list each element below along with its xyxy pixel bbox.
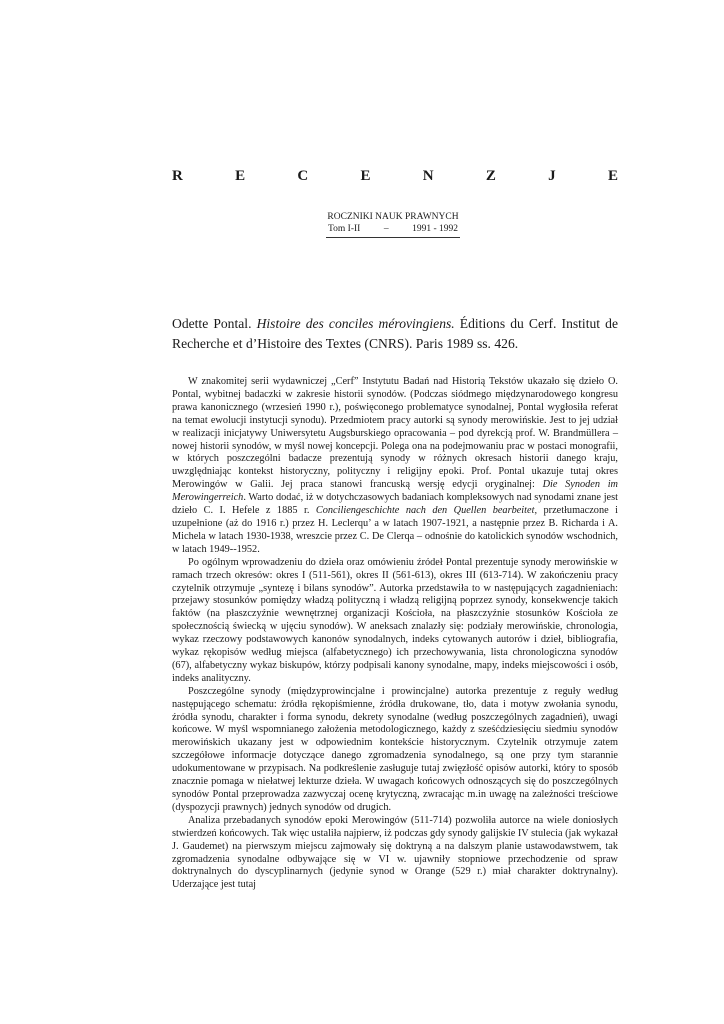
- journal-dash: –: [383, 224, 389, 234]
- heading-letter: E: [235, 168, 246, 184]
- journal-volume-line: [326, 223, 460, 238]
- section-heading: [172, 168, 618, 185]
- paragraph-3: Poszczególne synody (międzyprowincjalne i prowincjalne) autorka prezentuje z reguły według następującego schematu: źródła rękopiśmienne, źródła drukowane, tło, data i motyw zwołania synodu, źródła synodu, charakter i forma synodu, dekrety synodalne (według poszczególnych zagadnień), uwagi końcowe. W myśl wspomnianego założenia metodologicznego, każdy z sześćdziesięciu siedmiu synodów merowińskich ukazany jest w odpowiednim kontekście historycznym. Czytelnik otrzymuje zatem szczegółowe informacje dotyczące danego zgromadzenia synodalnego, są one przy tym starannie udokumentowane w przypisach. Na podkreślenie zasługuje tutaj zwięzłość opisów autorki, który to sposób znacznie pomaga w niełatwej lekturze dzieła. W uwagach końcowych odnoszących się do poszczególnych synodów Pontal przeprowadza zazwyczaj ocenę krytyczną, zwracając m.in uwagę na zależności treściowe (dyspozycji prawnych) jednych synodów od drugich.: [172, 685, 618, 813]
- journal-years: 1991 - 1992: [412, 224, 458, 234]
- journal-volume: Tom I-II: [328, 224, 361, 234]
- citation-publisher: Éditions du Cerf. Institut de Recherche et d’Histoire des Textes (CNRS). Paris 1989 ss. 426.: [172, 316, 618, 351]
- heading-letter: R: [172, 168, 183, 184]
- journal-header: [326, 211, 460, 238]
- paragraph-2: Po ogólnym wprowadzeniu do dzieła oraz omówieniu źródeł Pontal prezentuje synody merowińskie w ramach trzech okresów: okres I (511-561), okres II (561-613), okres III (613-714). W zakończeniu pracy czytelnik otrzymuje „syntezę i bilans synodów”. Autorka przedstawiła to w następujących zagadnieniach: przejawy stosunków pomiędzy władzą polityczną i władzą religijną poprzez synody, konsekwencje takich faktów (na płaszczyźnie wewnętrznej organizacji Kościoła, na płaszczyźnie stosunków Kościoła ze społecznością świecką w ujęciu synodów). W aneksach znalazły się: podziały merowińskie, chronologia, wykaz rzeczowy podstawowych kanonów synodalnych, indeks cytowanych autorów i dzieł, bibliografia, wykaz rękopisów według miejsca (alfabetycznego) ich przechowywania, lista chronologiczna synodów (67), alfabetyczny wykaz biskupów, którzy podpisali kanony synodalne, mapy, indeks miejscowości i osób, indeks analityczny.: [172, 556, 618, 684]
- citation-title: Histoire des conciles mérovingiens.: [256, 316, 455, 331]
- paragraph-1-part-c: przetłumaczone i uzupełnione (aż do 1916 r.) przez H. Leclerqu’ a w latach 1907-1921, a następnie przez B. Richarda i A. Michela w latach 1930-1938, wreszcie przez C. De Clerqa – odnośnie do katolickich synodów wschodnich, w latach 1949--1952.: [172, 505, 618, 555]
- citation-author: Odette Pontal.: [172, 316, 252, 331]
- heading-letter: N: [422, 168, 434, 184]
- journal-name: ROCZNIKI NAUK PRAWNYCH: [327, 212, 459, 222]
- paragraph-1-part-b: . Warto dodać, iż w dotychczasowych badaniach kompleksowych nad synodami znane jest dzieło C. I. Hefele z 1885 r.: [172, 492, 618, 517]
- paragraph-1-italic-title-2: Conciliengeschichte nach den Quellen bearbeitet,: [315, 505, 538, 517]
- heading-letter: E: [360, 168, 371, 184]
- heading-letter: Z: [485, 168, 496, 184]
- paragraph-1: [172, 376, 618, 557]
- paragraph-1-italic-title-1: Die Synoden im Merowingerreich: [172, 479, 618, 504]
- paragraph-4: Analiza przebadanych synodów epoki Merowingów (511-714) pozwoliła autorce na wiele doniosłych stwierdzeń końcowych. Tak więc ustaliła najpierw, iż podczas gdy synody galijskie IV stulecia (jak wykazał J. Gaudemet) na pierwszym miejscu zajmowały się doktryną a na dalszym planie ustawodawstwem, tak zgromadzenia synodalne odbywające się w VI w. ujawniły stopniowe przechodzenie od spraw doktrynalnych do dyscyplinarnych (jedynie synod w Orange (529 r.) miał charakter doktrynalny). Uderzające jest tutaj: [172, 814, 619, 891]
- review-citation: [172, 314, 618, 354]
- heading-letter: E: [607, 168, 618, 184]
- review-body: [172, 376, 618, 892]
- heading-letter: C: [297, 168, 309, 184]
- paragraph-1-part-a: W znakomitej serii wydawniczej „Cerf” Instytutu Badań nad Historią Tekstów ukazało się dzieło O. Pontal, wybitnej badaczki w zakresie historii synodów. (Podczas siódmego międzynarodowego kongresu prawa kanonicznego (wrzesień 1990 r.), poświęconego problematyce synodalnej, Pontal wygłosiła referat na temat ewolucji instytucji synodu). Przedmiotem pracy autorki są synody merowińskie. Jest to jej udział w realizacji inicjatywy Uniwersytetu Augsburskiego opracowania – pod dyrekcją prof. W. Brandmüllera – nowej historii synodów, w myśl nowej koncepcji. Polega ona na podejmowaniu prac w postaci monografii, w których poszczególni badacze prezentują synody w różnych okresach historii danego kraju, uwzględniając kontekst historyczny, polityczny i religijny epoki. Prof. Pontal ukazuje tutaj okres Merowingów w Galii. Jej praca stanowi francuską wersję edycji oryginalnej:: [172, 376, 618, 491]
- heading-letter: J: [548, 168, 556, 184]
